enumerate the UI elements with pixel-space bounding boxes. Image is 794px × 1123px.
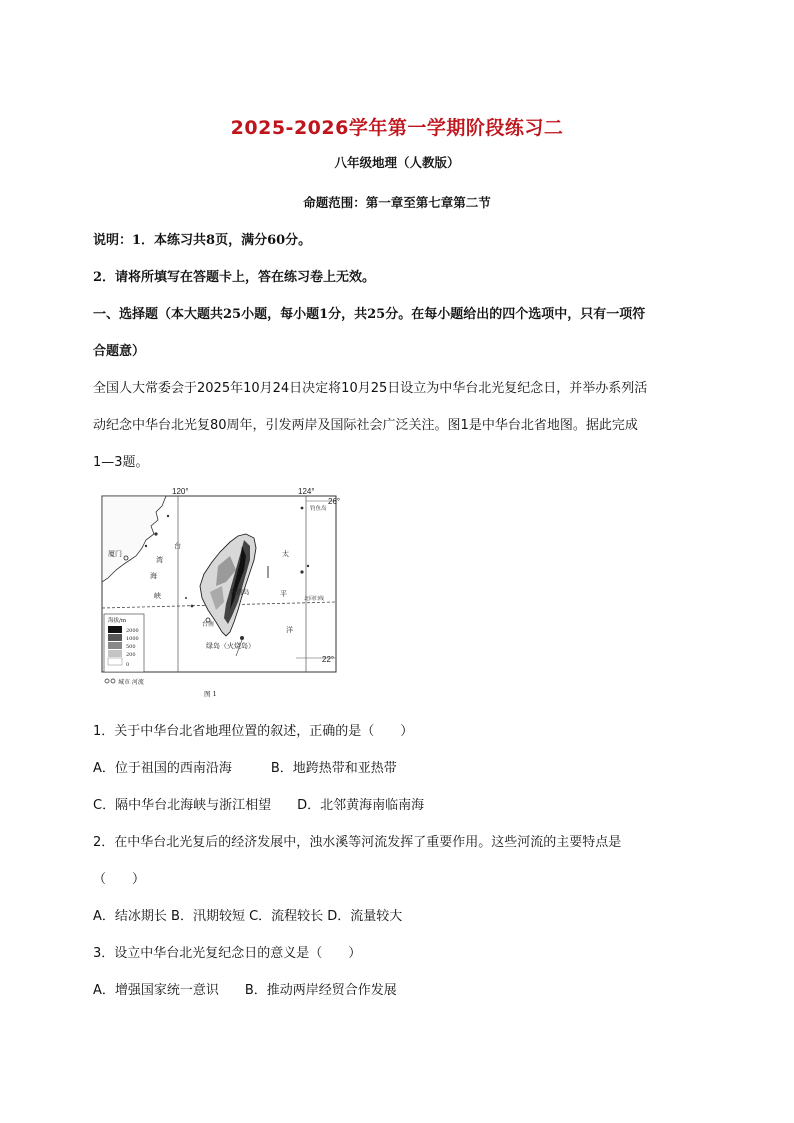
label-tainan: 台南 xyxy=(202,621,215,628)
scope-subtitle: 命题范围：第一章至第七章第二节 xyxy=(303,195,491,210)
section-heading-cont: 合题意） xyxy=(93,344,146,359)
lon-label-124: 124° xyxy=(298,487,315,496)
legend-title: 海拔/m xyxy=(108,618,127,624)
label-pacific-2: 平 xyxy=(280,590,287,598)
instruction-note-2: 2．请将所填写在答题卡上，答在练习卷上无效。 xyxy=(93,270,376,285)
passage-line-1: 全国人大常委会于2025年10月24日决定将10月25日设立为中华台北光复纪念日，并举办系列活 xyxy=(93,381,648,396)
elevation-legend xyxy=(104,614,144,672)
svg-text:200: 200 xyxy=(126,652,136,658)
label-tropic: 北回归线 xyxy=(304,596,325,602)
lat-label-26: 26° xyxy=(328,497,341,506)
diaoyu-island-dot xyxy=(301,507,304,510)
label-green-island: 绿岛（火烧岛） xyxy=(206,642,255,650)
label-strait-1: 台 xyxy=(174,542,181,550)
taiwan-map-svg xyxy=(96,486,346,698)
svg-text:1000: 1000 xyxy=(126,636,139,642)
question-3-options-ab: A．增强国家统一意识 B．推动两岸经贸合作发展 xyxy=(93,983,397,998)
label-pacific-3: 洋 xyxy=(286,626,293,634)
label-diaoyu: 钓鱼岛 xyxy=(310,506,327,512)
question-1-stem: 1．关于中华台北省地理位置的叙述，正确的是（ ） xyxy=(93,724,414,739)
question-2-options: A．结冰期长 B．汛期较短 C．流程较长 D．流量较大 xyxy=(93,909,403,924)
passage-line-2: 动纪念中华台北光复80周年，引发两岸及国际社会广泛关注。图1是中华台北省地图。据此完成 xyxy=(93,418,638,433)
lon-label-120: 120° xyxy=(172,487,189,496)
label-pacific-1: 太 xyxy=(282,550,289,558)
instruction-note-1: 说明：1．本练习共8页，满分60分。 xyxy=(93,233,312,248)
label-strait-2: 湾 xyxy=(156,556,163,564)
label-xiamen: 厦门 xyxy=(108,550,122,558)
taiwan-map-figure xyxy=(96,486,346,698)
question-1-options-cd: C．隔中华台北海峡与浙江相望 D．北邻黄海南临南海 xyxy=(93,798,425,813)
exam-title: 2025-2026学年第一学期阶段练习二 xyxy=(230,117,564,139)
grade-subtitle: 八年级地理（人教版） xyxy=(334,155,460,170)
legend-footer: 城市 河流 xyxy=(118,679,144,686)
label-taiwan-island: 台湾岛 xyxy=(230,588,250,596)
label-strait-3: 海 xyxy=(150,572,157,580)
label-strait-4: 峡 xyxy=(154,592,161,600)
section-heading: 一、选择题（本大题共25小题，每小题1分，共25分。在每小题给出的四个选项中，只有一项符 xyxy=(93,307,646,322)
question-2-stem-cont: （ ） xyxy=(93,872,146,887)
svg-text:500: 500 xyxy=(126,644,136,650)
question-3-stem: 3．设立中华台北光复纪念日的意义是（ ） xyxy=(93,946,362,961)
green-island-dot xyxy=(240,636,244,640)
svg-text:0: 0 xyxy=(126,662,130,668)
question-2-stem: 2．在中华台北光复后的经济发展中，浊水溪等河流发挥了重要作用。这些河流的主要特点是 xyxy=(93,835,622,850)
svg-text:2000: 2000 xyxy=(126,628,139,634)
question-1-options-ab: A．位于祖国的西南沿海 B．地跨热带和亚热带 xyxy=(93,761,397,776)
passage-line-3: 1—3题。 xyxy=(93,455,149,470)
figure-caption: 图 1 xyxy=(204,690,217,698)
lat-label-22: 22° xyxy=(322,655,335,664)
